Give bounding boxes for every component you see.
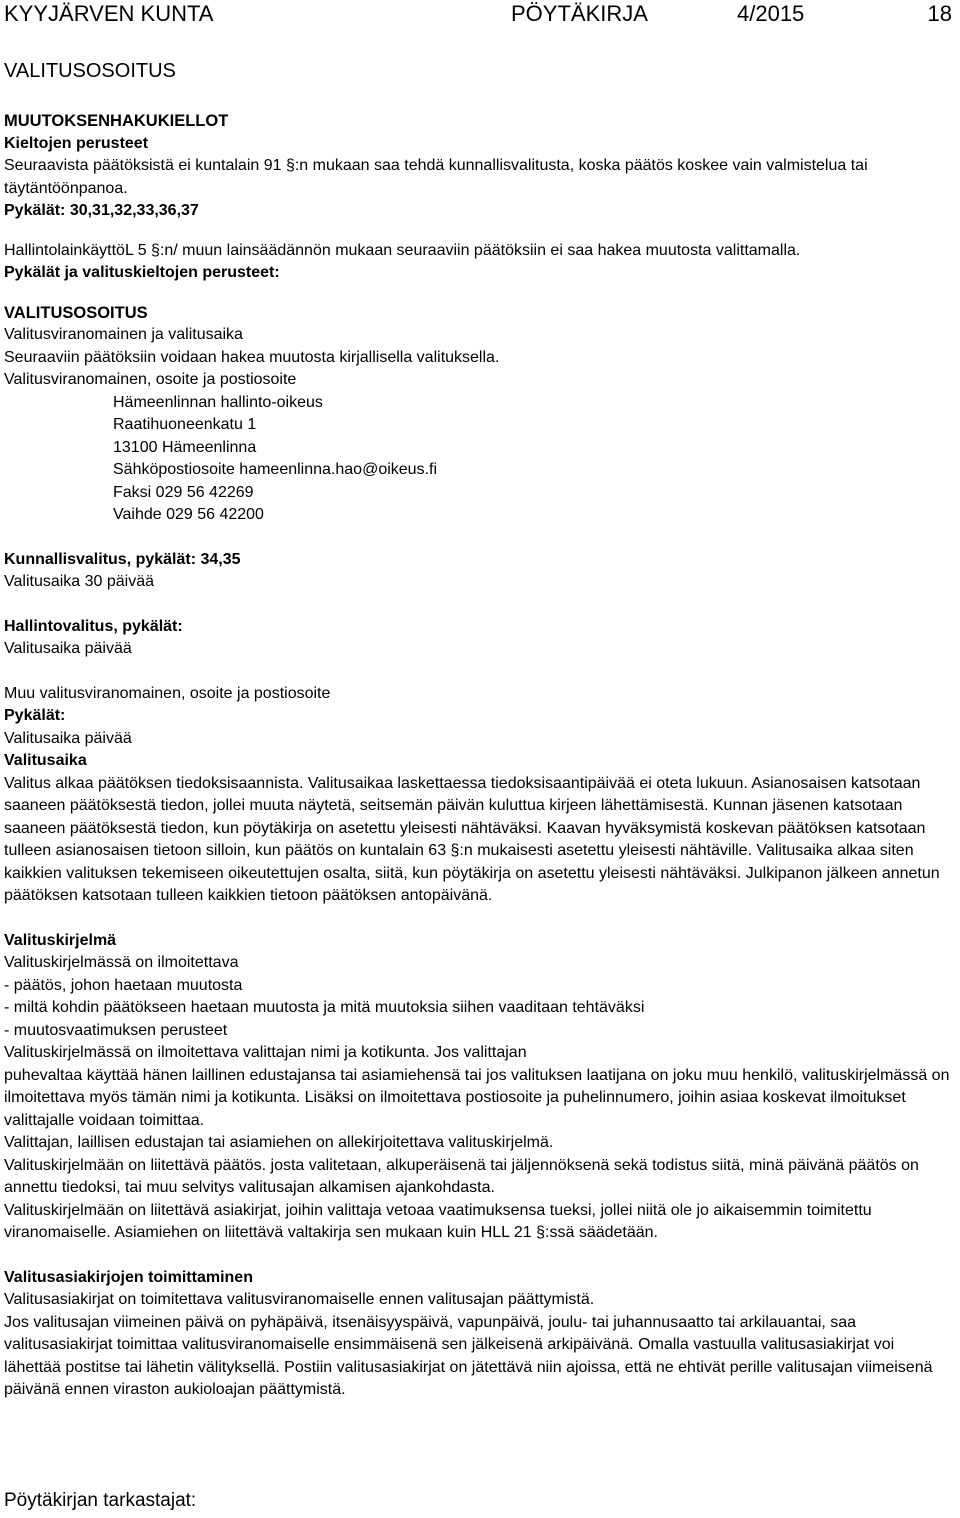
restricted-sections: Pykälät: 30,31,32,33,36,37 [4,202,199,219]
page-number: 18 [927,1,952,26]
appeal-period-text: Valitus alkaa päätöksen tiedoksisaannista. Valitusaikaa laskettaessa tiedoksisaantipäivää ei oteta lukuun. Asianosaisen katsotaan saaneen päätöksestä tiedon, jollei muuta näytetä, seitsemän päivän kuluttua kirjeen lähettämisestä. Kunnan jäsenen katsotaan saaneen päätöksestä tiedon, kun pöytäkirja on asetettu yleisesti nähtäväksi. Kaavan hyväksymistä koskevan päätöksen katsotaan tulleen asianosaisen tietoon silloin, kun päätös on kuntalain 63 §:n mukaisesti asetettu yleisesti nähtäville. Valitusaika alkaa siten kaikkien valituksen tekemiseen oikeutettujen osalta, siitä, kun pöytäkirja on asetettu yleisesti nähtäväksi. Julkipanon jälkeen annetun päätöksen katsotaan tulleen kaikkien tietoon päätöksen antopäivänä. [4,774,940,904]
delivery-paragraph: Valitusasiakirjat on toimitettava valitusviranomaiselle ennen valitusajan päättymistä. [4,1291,595,1308]
admin-appeal-heading: Hallintovalitus, pykälät: [4,617,183,635]
restrictions-heading: MUUTOKSENHAKUKIELLOT [4,112,229,130]
reviewers-label: Pöytäkirjan tarkastajat: [4,1490,197,1511]
other-authority-sections: Pykälät: [4,707,66,724]
authority-heading: Valitusviranomainen ja valitusaika [4,326,243,343]
authority-address [4,392,954,527]
organization-name: KYYJÄRVEN KUNTA [4,1,214,26]
address-line: Raatihuoneenkatu 1 [113,416,257,433]
document-number: 4/2015 [737,1,805,26]
letter-paragraph: Valituskirjelmään on liitettävä asiakirjat, joihin valittaja vetoaa vaatimuksensa tueksi, jollei niitä ole jo aikaisemmin toimitettu viranomaiselle. Asiamiehen on liitettävä valtakirja sen mukaan kuin HLL 21 §:ssä säädetään. [4,1201,872,1241]
delivery-heading: Valitusasiakirjojen toimittaminen [4,1268,253,1286]
restriction-grounds-label: Pykälät ja valituskieltojen perusteet: [4,264,280,281]
restrictions-subheading: Kieltojen perusteet [4,134,149,152]
page-title: VALITUSOSOITUS [4,60,176,82]
letter-paragraph: Valittajan, laillisen edustajan tai asiamiehen on allekirjoitettava valituskirjelmä. [4,1134,554,1151]
address-line: 13100 Hämeenlinna [113,438,257,456]
restrictions-text: Seuraavista päätöksistä ei kuntalain 91 §:n mukaan saa tehdä kunnallisvalitusta, koska päätös koskee vain valmistelua tai täytäntöönpanoa. [4,157,868,197]
appeal-intro: Seuraaviin päätöksiin voidaan hakea muutosta kirjallisella valituksella. [4,348,500,366]
municipal-appeal-heading: Kunnallisvalitus, pykälät: 34,35 [4,550,241,568]
letter-line: Valituskirjelmässä on ilmoitettava [4,954,239,971]
page-header [0,0,960,30]
letter-paragraph: Valituskirjelmään on liitettävä päätös. josta valitetaan, alkuperäisenä tai jäljennöksenä sekä todistus siitä, minä päivänä päätös on annettu tiedoksi, tai muu selvitys valitusajan alkamisen ajankohdasta. [4,1156,919,1196]
other-authority-label: Muu valitusviranomainen, osoite ja postiosoite [4,684,331,702]
delivery-paragraph: Jos valitusajan viimeinen päivä on pyhäpäivä, itsenäisyyspäivä, vapunpäivä, joulu- tai juhannusaatto tai arkilauantai, saa valitusasiakirjat toimittaa valitusviranomaiselle ensimmäisenä sen jälkeisenä arkipäivänä. Omalla vastuulla valitusasiakirjat voi lähettää postitse tai lähetin välityksellä. Postiin valitusasiakirjat on jätettävä niin ajoissa, että ne ehtivät perille valitusajan viimeisenä päivänä ennen viraston aukioloajan päättymistä. [4,1313,933,1398]
admin-appeal-period: Valitusaika päivää [4,640,132,657]
other-authority-period: Valitusaika päivää [4,729,132,747]
letter-paragraph: puhevaltaa käyttää hänen laillinen edustajansa tai asiamiehensä tai jos valituksen laatijana on joku muu henkilö, valituskirjelmässä on ilmoitettava myös tämän nimi ja kotikunta. Lisäksi on ilmoitettava postiosoite ja puhelinnumero, joihin asiaa koskevat ilmoitukset valittajalle voidaan toimittaa. [4,1066,950,1129]
letter-line: - muutosvaatimuksen perusteet [4,1021,228,1039]
letter-line: - miltä kohdin päätökseen haetaan muutosta ja mitä muutoksia siihen vaaditaan tehtäväksi [4,999,645,1016]
document-body [4,110,954,1402]
admin-procedure-restriction: HallintolainkäyttöL 5 §:n/ muun lainsäädännön mukaan seuraaviin päätöksiin ei saa hakea muutosta valittamalla. [4,241,801,259]
appeal-letter-heading: Valituskirjelmä [4,931,117,949]
letter-paragraph: Valituskirjelmässä on ilmoitettava valittajan nimi ja kotikunta. Jos valittajan [4,1044,527,1061]
document-type: PÖYTÄKIRJA [511,1,648,26]
authority-address-label: Valitusviranomainen, osoite ja postiosoite [4,371,297,388]
address-line: Vaihde 029 56 42200 [113,506,264,523]
municipal-appeal-period: Valitusaika 30 päivää [4,573,155,590]
address-line: Faksi 029 56 42269 [113,483,254,501]
letter-line: - päätös, johon haetaan muutosta [4,976,243,994]
appeal-heading: VALITUSOSOITUS [4,303,148,322]
appeal-period-heading: Valitusaika [4,752,87,769]
address-line: Hämeenlinnan hallinto-oikeus [113,393,323,411]
address-line: Sähköpostiosoite hameenlinna.hao@oikeus.fi [113,461,438,478]
